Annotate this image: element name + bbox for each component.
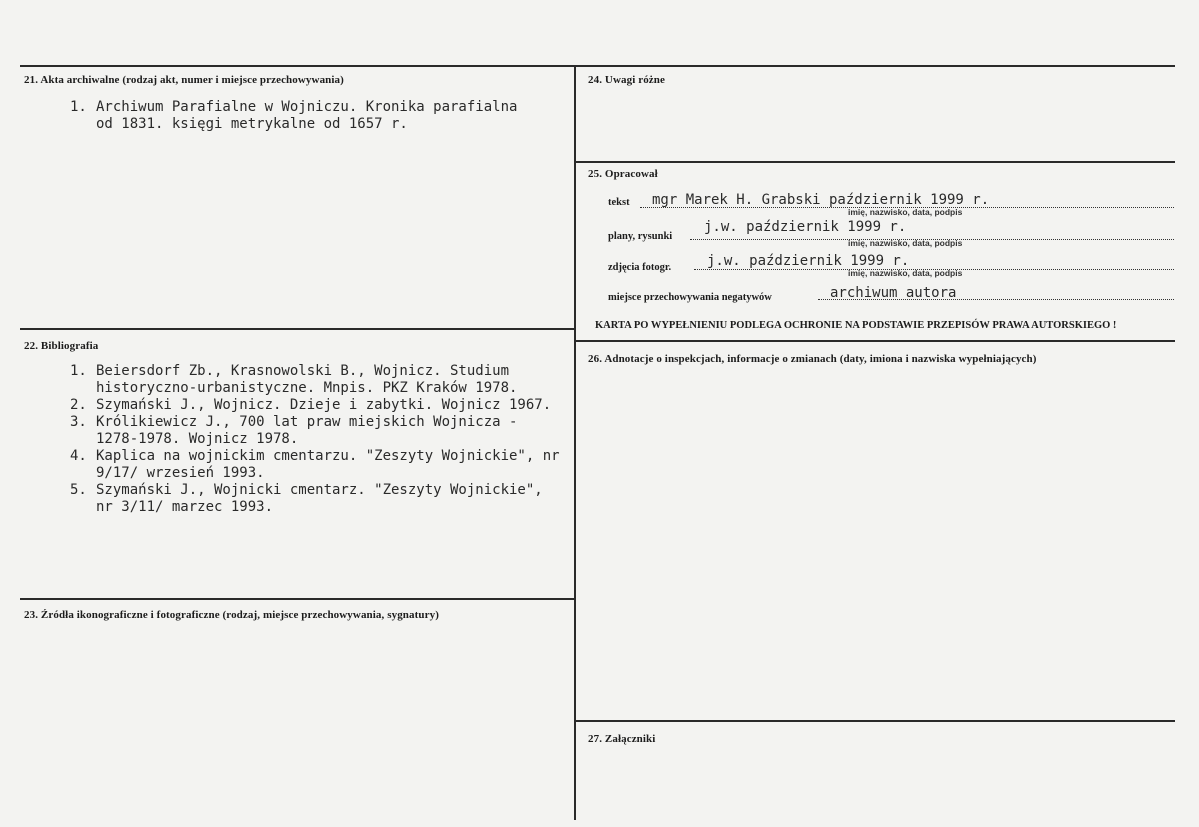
s21-number: 21. — [24, 74, 39, 86]
s26-subtitle: (daty, imiona i nazwiska wypełniających) — [839, 353, 1037, 365]
s27-header — [588, 733, 655, 745]
s21-subtitle: (rodzaj akt, numer i miejsce przechowywania) — [122, 74, 344, 86]
list-item: 5. Szymański J., Wojnicki cmentarz. "Zeszyty Wojnickie", nr 3/11/ marzec 1993. — [70, 482, 543, 515]
rule-s22 — [20, 328, 575, 330]
s24-header — [588, 74, 665, 86]
s27-title: Załączniki — [604, 733, 656, 745]
s22-header — [24, 340, 98, 352]
s26-title: Adnotacje o inspekcjach, informacje o zmianach — [604, 353, 837, 365]
plany-value: j.w. październik 1999 r. — [704, 219, 907, 235]
negatywy-label: miejsce przechowywania negatywów — [608, 292, 772, 303]
top-rule-right — [576, 65, 1175, 67]
tekst-value: mgr Marek H. Grabski październik 1999 r. — [652, 192, 990, 208]
vertical-divider — [574, 65, 576, 820]
zdjecia-label: zdjęcia fotogr. — [608, 262, 672, 273]
plany-hint: imię, nazwisko, data, podpis — [848, 238, 963, 248]
s24-number: 24. — [588, 74, 603, 86]
s21-list — [70, 99, 540, 133]
top-rule-left — [20, 65, 575, 67]
s23-subtitle: (rodzaj, miejsce przechowywania, sygnatury) — [222, 609, 439, 621]
s24-title: Uwagi różne — [604, 74, 665, 86]
s21-title: Akta archiwalne — [40, 74, 120, 86]
s27-number: 27. — [588, 733, 603, 745]
rule-s27 — [576, 720, 1175, 722]
list-item: 3. Królikiewicz J., 700 lat praw miejskich Wojnicza - 1278-1978. Wojnicz 1978. — [70, 414, 518, 447]
list-item: 1. Archiwum Parafialne w Wojniczu. Kronika parafialna od 1831. księgi metrykalne od 1657 r. — [70, 99, 518, 132]
s21-header — [24, 74, 344, 86]
s22-number: 22. — [24, 340, 39, 352]
s25-title: Opracował — [604, 168, 658, 180]
s26-header — [588, 353, 1037, 365]
plany-label: plany, rysunki — [608, 231, 673, 242]
s23-title: Źródła ikonograficzne i fotograficzne — [40, 609, 220, 621]
rule-s23 — [20, 598, 575, 600]
rule-s25 — [576, 161, 1175, 163]
copyright-notice: KARTA PO WYPEŁNIENIU PODLEGA OCHRONIE NA PODSTAWIE PRZEPISÓW PRAWA AUTORSKIEGO ! — [595, 320, 1117, 331]
s25-number: 25. — [588, 168, 603, 180]
list-item: 4. Kaplica na wojnickim cmentarzu. "Zeszyty Wojnickie", nr 9/17/ wrzesień 1993. — [70, 448, 560, 481]
negatywy-value: archiwum autora — [830, 285, 957, 301]
list-item: 1. Beiersdorf Zb., Krasnowolski B., Wojnicz. Studium historyczno-urbanistyczne. Mnpis. PKZ Kraków 1978. — [70, 363, 518, 396]
s23-number: 23. — [24, 609, 39, 621]
zdjecia-hint: imię, nazwisko, data, podpis — [848, 268, 963, 278]
rule-s26 — [576, 340, 1175, 342]
s22-list — [70, 363, 560, 516]
s25-header — [588, 168, 658, 180]
tekst-label: tekst — [608, 197, 630, 208]
s26-number: 26. — [588, 353, 603, 365]
list-item: 2. Szymański J., Wojnicz. Dzieje i zabytki. Wojnicz 1967. — [70, 397, 552, 413]
zdjecia-value: j.w. październik 1999 r. — [707, 253, 910, 269]
s23-header — [24, 609, 439, 621]
tekst-hint: imię, nazwisko, data, podpis — [848, 207, 963, 217]
s22-title: Bibliografia — [40, 340, 99, 352]
